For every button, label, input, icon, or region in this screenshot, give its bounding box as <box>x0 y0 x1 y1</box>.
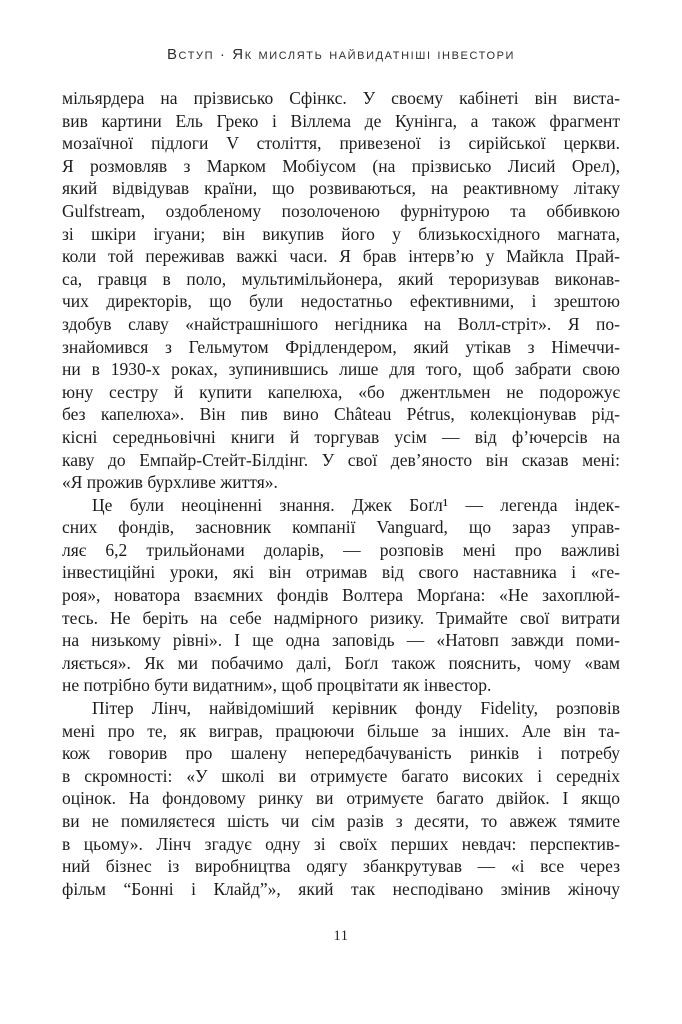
text-line: кісні середньовічні книги й торгував усім — від ф’ючерсів на <box>62 426 620 447</box>
text-line: не потрібно бути видатним», щоб процвітати як інвестор. <box>62 675 492 696</box>
text-line: ни в 1930-х роках, зупинившись лише для того, щоб забрати свою <box>62 359 620 380</box>
text-line: мені про те, як виграв, працюючи більше за інших. Але він та- <box>62 720 620 741</box>
text-line: який відвідував країни, що розвиваються, на реактивному літаку <box>62 178 620 199</box>
body-text <box>62 87 620 900</box>
text-line: мозаїчної підлоги V століття, привезеної із сирійської церкви. <box>62 133 620 154</box>
text-line: сних фондів, засновник компанії Vanguard, що зараз управ- <box>62 517 620 538</box>
text-line: Gulfstream, оздобленому позолоченою фурнітурою та оббивкою <box>62 200 620 221</box>
text-line: фільм “Бонні і Клайд”», який так несподівано змінив жіночу <box>62 878 620 899</box>
text-line: в скромності: «У школі ви отримуєте багато високих і середніх <box>62 765 620 786</box>
text-line: ляється». Як ми побачимо далі, Боґл також пояснить, чому «вам <box>62 652 620 673</box>
text-line: зі шкіри ігуани; він викупив його у близькосхідного магната, <box>62 223 620 244</box>
paragraph <box>62 494 620 697</box>
text-line: здобув славу «найстрашнішого негідника на Волл-стріт». Я по- <box>62 313 620 334</box>
text-line: Це були неоціненні знання. Джек Боґл¹ — легенда індек- <box>92 494 620 515</box>
text-line: в цьому». Лінч згадує одну зі своїх перших невдач: перспектив- <box>62 833 620 854</box>
text-line: коли той переживав важкі часи. Я брав інтерв’ю у Майкла Прай- <box>62 246 620 267</box>
text-line: знайомився з Гельмутом Фрідлендером, який утікав з Німеччи- <box>62 336 620 357</box>
text-line: ляє 6,2 трильйонами доларів, — розповів мені про важливі <box>62 539 620 560</box>
text-line: тесь. Не беріть на себе надмірного ризику. Тримайте свої витрати <box>62 607 620 628</box>
text-line: роя», новатора взаємних фондів Волтера Морґана: «Не захоплюй- <box>62 585 620 606</box>
paragraph <box>62 87 620 494</box>
text-line: «Я прожив бурхливе життя». <box>62 472 278 493</box>
text-line: на низькому рівні». І ще одна заповідь — «Натовп завжди поми- <box>62 630 620 651</box>
text-line: Я розмовляв з Марком Мобіусом (на прізвисько Лисий Орел), <box>62 155 620 176</box>
text-line: без капелюха». Він пив вино Château Pétrus, колекціонував рід- <box>62 404 620 425</box>
paragraph <box>62 697 620 900</box>
running-header: Вступ · Як мислять найвидатніші інвестори <box>166 46 516 63</box>
text-line: кож говорив про шалену непередбачуваність ринків і потребу <box>62 743 620 764</box>
text-line: юну сестру й купити капелюха, «бо джентльмен не подорожує <box>62 381 620 402</box>
text-line: са, гравця в поло, мультимільйонера, який тероризував виконав- <box>62 268 620 289</box>
text-line: ви не помиляєтеся шість чи сім разів з десяти, то авжеж тямите <box>62 811 620 831</box>
text-line: інвестиційні уроки, які він отримав від свого наставника і «ге- <box>62 562 620 583</box>
text-line: Пітер Лінч, найвідоміший керівник фонду Fidelity, розповів <box>92 698 620 719</box>
text-line: мільярдера на прізвисько Сфінкс. У своєму кабінеті він виста- <box>62 88 620 108</box>
text-line: чих директорів, що були недостатньо ефективними, і зрештою <box>62 291 620 312</box>
page-number: 11 <box>333 928 349 944</box>
text-line: каву до Емпайр-Стейт-Білдінг. У свої дев’яносто він сказав мені: <box>62 449 620 470</box>
text-line: вив картини Ель Греко і Віллема де Кунінга, а також фрагмент <box>62 110 620 131</box>
text-line: ний бізнес із виробництва одягу збанкрутував — «і все через <box>62 856 620 877</box>
text-line: оцінок. На фондовому ринку ви отримуєте багато двійок. І якщо <box>62 788 620 809</box>
